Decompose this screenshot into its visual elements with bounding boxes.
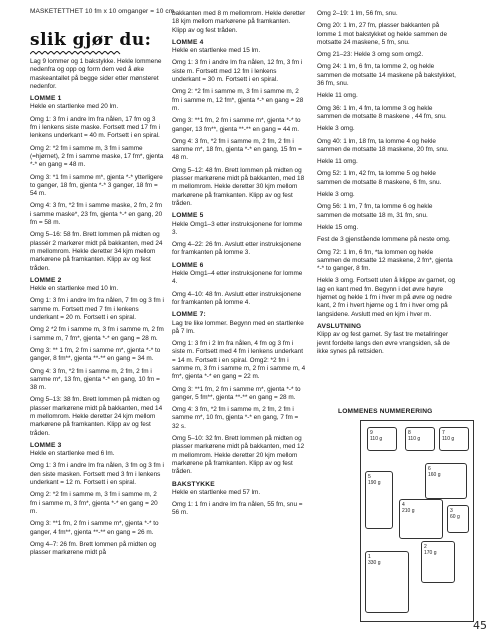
pocket-weight: 330 g [368, 560, 381, 566]
pocket-4 [399, 499, 443, 539]
instruction-paragraph: Hekle en startlenke med 15 lm. [172, 47, 261, 55]
instruction-paragraph: Hekle 15 omg. [317, 223, 359, 231]
zigzag-divider [30, 51, 122, 57]
instruction-paragraph: Hekle en startlenke med 10 lm. [30, 285, 119, 293]
instruction-paragraph: Omg 52: 1 lm, 42 fm, ta lomme 5 og hekle sammen de motsatte 8 maskene, 6 fm, snu. [317, 170, 442, 186]
subsection-heading: LOMME 4 [172, 38, 204, 46]
subsection-heading: LOMME 1 [30, 95, 62, 103]
subsection-heading: LOMME 3 [30, 441, 62, 449]
instruction-paragraph: Omg 5–10: 32 fm. Brett lommen på midten og plasser markørene midt på bakkanten, med 12 m mellomrom. Hekle deretter 20 kjm mellom markørene på framkanten. Klipp av og fest tråden. [172, 435, 305, 476]
instruction-paragraph: Omg 5–16: 58 fm. Brett lommen på midten og plassér 2 markører midt på bakkanten, med 24 m mellomrom. Hekle deretter 34 kjm mellom markørene på framkanten. Klipp av og fest tråden. [30, 231, 163, 272]
instruction-paragraph: bakkanten med 8 m mellomrom. Hekle deretter 18 kjm mellom markørene på framkanten. Klipp av og fest tråden. [172, 10, 306, 34]
instruction-paragraph: Omg 1: 3 fm i 2 lm fra nålen, 4 fm og 3 fm i siste m. Fortsett med 4 fm i lenkens underkant = 14 m. Fortsett i en spiral. Omg2: *2 fm i samme m, 3 fm i samme m, 2 fm i samme m, 4 fm*, gjenta *-* en gang = 22 m. [172, 340, 306, 381]
instruction-paragraph: Omg 72: 1 lm, 6 fm, *ta lommen og hekle sammen de motsatte 12 maskene, 2 fm*, gjenta *-* to ganger, 8 fm. [317, 248, 453, 273]
column-3 [317, 10, 457, 360]
instruction-paragraph: Hekle Omg1–4 etter instruksjonene for lomme 4. [172, 270, 303, 286]
subsection-heading: AVSLUTNING [317, 322, 362, 330]
instruction-paragraph: Hekle en startlenke med 20 lm. [30, 103, 119, 111]
instruction-paragraph: Omg 4–22: 26 fm. Avslutt etter instruksjonene for framkanten på lomme 3. [172, 241, 302, 257]
diagram-title: LOMMENES NUMMERERING [338, 408, 433, 415]
instruction-paragraph: Omg 3: ** 1 fm, 2 fm i samme m*, gjenta *-* to ganger, 8 fm**, gjenta **-** en gang = 34 m. [30, 346, 161, 363]
instruction-paragraph: Omg 1: 3 fm i andre lm fra nålen, 7 fm og 3 fm i samme m. Fortsett med 7 fm i lenkens underkant = 20 m. Fortsett i en spiral. [30, 297, 164, 322]
instruction-paragraph: Hekle 3 omg. [317, 191, 355, 199]
pocket-weight: 210 g [402, 508, 415, 514]
instruction-paragraph: Omg 2: *2 fm i samme m, 3 fm i samme m, 2 fm i samme m, 12 fm*, gjenta *-* en gang = 28 m. [172, 88, 304, 112]
instruction-paragraph: Omg 4–10: 48 fm. Avslutt etter instruksjonene for framkanten på lomme 4. [172, 290, 302, 306]
instruction-paragraph: Hekle 11 omg. [317, 92, 358, 100]
pocket-1 [365, 551, 409, 613]
instruction-paragraph: Omg 1: 1 fm i andre lm fra nålen, 55 fm, snu = 56 m. [172, 501, 303, 517]
pocket-7 [439, 427, 469, 451]
pocket-number: 8 [408, 430, 411, 436]
instruction-paragraph: Omg 24: 1 lm, 6 fm, ta lomme 2, og hekle sammen de motsatte 14 maskene på bakstykket, 36 fm, snu. [317, 63, 456, 88]
instruction-paragraph: Omg 4: 3 fm, *2 fm i samme maske, 2 fm, 2 fm i samme maske*, 23 fm, gjenta *-* en gang, 20 fm = 58 m. [30, 202, 163, 227]
instruction-paragraph: Omg 1: 3 fm i andre lm fra nålen, 12 fm, 3 fm i siste m. Fortsett med 12 fm i lenkens underkant = 30 m. Fortsett i en spiral. [172, 59, 303, 84]
pocket-9 [367, 427, 397, 451]
instruction-paragraph: Hekle en startlenke med 6 lm. [30, 450, 115, 458]
instruction-paragraph: Omg 4–7: 26 fm. Brett lommen på midten og plasser markørene midt på [30, 540, 157, 557]
pocket-number: 6 [428, 466, 431, 472]
instruction-paragraph: Omg 2: *2 fm i samme m, 3 fm i samme m, 2 fm i samme m, 3 fm*, gjenta *-* en gang = 20 m. [30, 491, 158, 515]
column-2 [172, 10, 306, 522]
instruction-paragraph: Omg 2–19: 1 lm, 56 fm, snu. [317, 10, 398, 17]
instruction-paragraph: Omg 4: 3 fm, *2 fm i samme m, 2 fm, 2 fm i samme m*, 18 fm, gjenta *-* en gang, 15 fm = 48 m. [172, 137, 302, 162]
pocket-weight: 60 g [450, 514, 460, 520]
instruction-paragraph: Omg 3: *1 fm i samme m*, gjenta *-* ytterligere to ganger, 18 fm, gjenta *-* 3 ganger, 18 fm = 54 m. [30, 173, 163, 198]
column-1 [30, 58, 164, 561]
instruction-paragraph: Omg 5–12: 48 fm. Brett lommen på midten og plasser markørene midt på bakkanten, med 18 m mellomrom. Hekle deretter 30 kjm mellom markørene på framkanten. Klipp av og fest tråden. [172, 166, 305, 207]
pocket-weight: 110 g [408, 436, 421, 442]
pocket-3 [447, 505, 469, 533]
pocket-weight: 190 g [368, 480, 381, 486]
instruction-paragraph: Omg 36: 1 lm, 4 fm, ta lomme 3 og hekle sammen de motsatte 8 maskene , 44 fm, snu. [317, 104, 447, 120]
instruction-paragraph: Omg 2: *2 fm i samme m, 3 fm i samme (=hjørnet), 2 fm i samme maske, 17 fm*, gjenta *-* en gang = 48 m. [30, 144, 164, 169]
instruction-paragraph: Omg 2 *2 fm i samme m, 3 fm i samme m, 2 fm i samme m, 7 fm*, gjenta *-* en gang = 28 m. [30, 326, 164, 342]
pocket-2 [421, 541, 455, 583]
instruction-paragraph: Hekle 3 omg. Fortsett uten å klippe av garnet, og lag en kant med fm. Begynn i det øvre høyre hjørnet og hekle 1 fm i hver m på øvre og nedre kant, 2 fm i hvert hjørne og 1 fm i hver omg på langsidene. Avslutt med en kjm i hver m. [317, 277, 456, 318]
subsection-heading: LOMME 7: [172, 311, 206, 319]
pocket-number: 3 [450, 508, 453, 514]
gauge-note: MASKETETTHET 10 fm x 10 omganger = 10 cm. [30, 8, 177, 15]
pocket-number: 5 [368, 474, 371, 480]
instruction-paragraph: Hekle en startlenke med 57 lm. [172, 488, 261, 496]
subsection-heading: LOMME 5 [172, 212, 204, 220]
pocket-number: 9 [370, 430, 373, 436]
pocket-number: 1 [368, 554, 371, 560]
instruction-paragraph: Hekle 3 omg. [317, 125, 355, 133]
instruction-paragraph: Hekle 11 omg. [317, 158, 358, 166]
instruction-paragraph: Hekle Omg1–3 etter instruksjonene for lomme 3. [172, 220, 303, 236]
instruction-paragraph: Omg 3: **1 fm, 2 fm i samme m*, gjenta *-* to ganger, 13 fm**, gjenta **-** en gang = 44 m. [172, 117, 301, 133]
instruction-paragraph: Lag tre like lommer. Begynn med en startlenke på 7 lm. [172, 319, 304, 335]
pocket-5 [365, 471, 393, 529]
subsection-heading: BAKSTYKKE [172, 480, 215, 488]
pocket-6 [425, 463, 467, 499]
instruction-paragraph: Omg 1: 3 fm i andre lm fra nålen, 3 fm og 3 fm i den siste masken. Fortsett med 3 fm i lenkens underkant = 12 m. Fortsett i en spiral. [30, 462, 164, 487]
instruction-paragraph: Fest de 3 gjenstående lommene på neste omg. [317, 236, 451, 244]
instruction-paragraph: Omg 4: 3 fm, *2 fm i samme m, 2 fm, 2 fm i samme m*, 10 fm, gjenta *-* en gang, 7 fm = 32 s. [172, 406, 299, 430]
instruction-paragraph: Omg 40: 1 lm, 18 fm, ta lomme 4 og hekle sammen de motsatte 18 maskene, 20 fm, snu. [317, 137, 449, 153]
pocket-diagram [360, 420, 474, 622]
pocket-8 [405, 427, 435, 451]
instruction-paragraph: Klipp av og fest garnet. Sy fast tre metallringer jevnt fordelte langs den øvre vrangsiden, så de ikke synes på rettsiden. [317, 331, 450, 355]
instruction-paragraph: Lag 9 lommer og 1 bakstykke. Hekle lommene nedenfra og opp og form dem ved å øke maskeantallet på begge sider etter mønsteret nedenfor. [30, 58, 162, 90]
instruction-paragraph: Omg 5–13: 38 fm. Brett lommen på midten og plasser markørene midt på bakkanten, med 14 m mellomrom. Hekle deretter 24 kjm mellom markørene på framkanten. Klipp av og fest tråden. [30, 396, 163, 437]
instruction-paragraph: Omg 3: **1 fm, 2 fm i samme m*, gjenta *-* to ganger, 4 fm**, gjenta **-** en gang = 26 m. [30, 520, 159, 536]
pocket-number: 4 [402, 502, 405, 508]
pocket-weight: 110 g [370, 436, 383, 442]
instruction-paragraph: Omg 21–23: Hekle 3 omg som omg2. [317, 51, 424, 59]
pocket-weight: 110 g [442, 436, 455, 442]
subsection-heading: LOMME 6 [172, 261, 204, 269]
subsection-heading: LOMME 2 [30, 276, 62, 284]
instruction-paragraph: Omg 20: 1 lm, 27 fm, plasser bakkanten på lomme 1 mot bakstykket og hekle sammen de motsatte 24 maskene, 5 fm, snu. [317, 22, 448, 46]
section-heading: slik gjør du: [30, 30, 152, 50]
pocket-number: 7 [442, 430, 445, 436]
instruction-paragraph: Omg 3: **1 fm, 2 fm i samme m*, gjenta *-* to ganger, 5 fm**, gjenta **-** en gang = 28 m. [172, 385, 301, 401]
page-number: 45 [473, 619, 487, 632]
instruction-paragraph: Omg 56: 1 lm, 7 fm, ta lomme 6 og hekle sammen de motsatte 18 m, 31 fm, snu. [317, 203, 433, 219]
pocket-number: 2 [424, 544, 427, 550]
pocket-weight: 170 g [424, 550, 437, 556]
instruction-paragraph: Omg 4: 3 fm, *2 fm i samme m, 2 fm, 2 fm i samme m*, 13 fm, gjenta *-* en gang, 10 fm = 38 m. [30, 367, 160, 392]
instruction-paragraph: Omg 1: 3 fm i andre lm fra nålen, 17 fm og 3 fm i lenkens siste maske. Fortsett med 17 fm i lenkens underkant = 40 m. Fortsett i en spiral. [30, 115, 160, 140]
pocket-weight: 160 g [428, 472, 441, 478]
